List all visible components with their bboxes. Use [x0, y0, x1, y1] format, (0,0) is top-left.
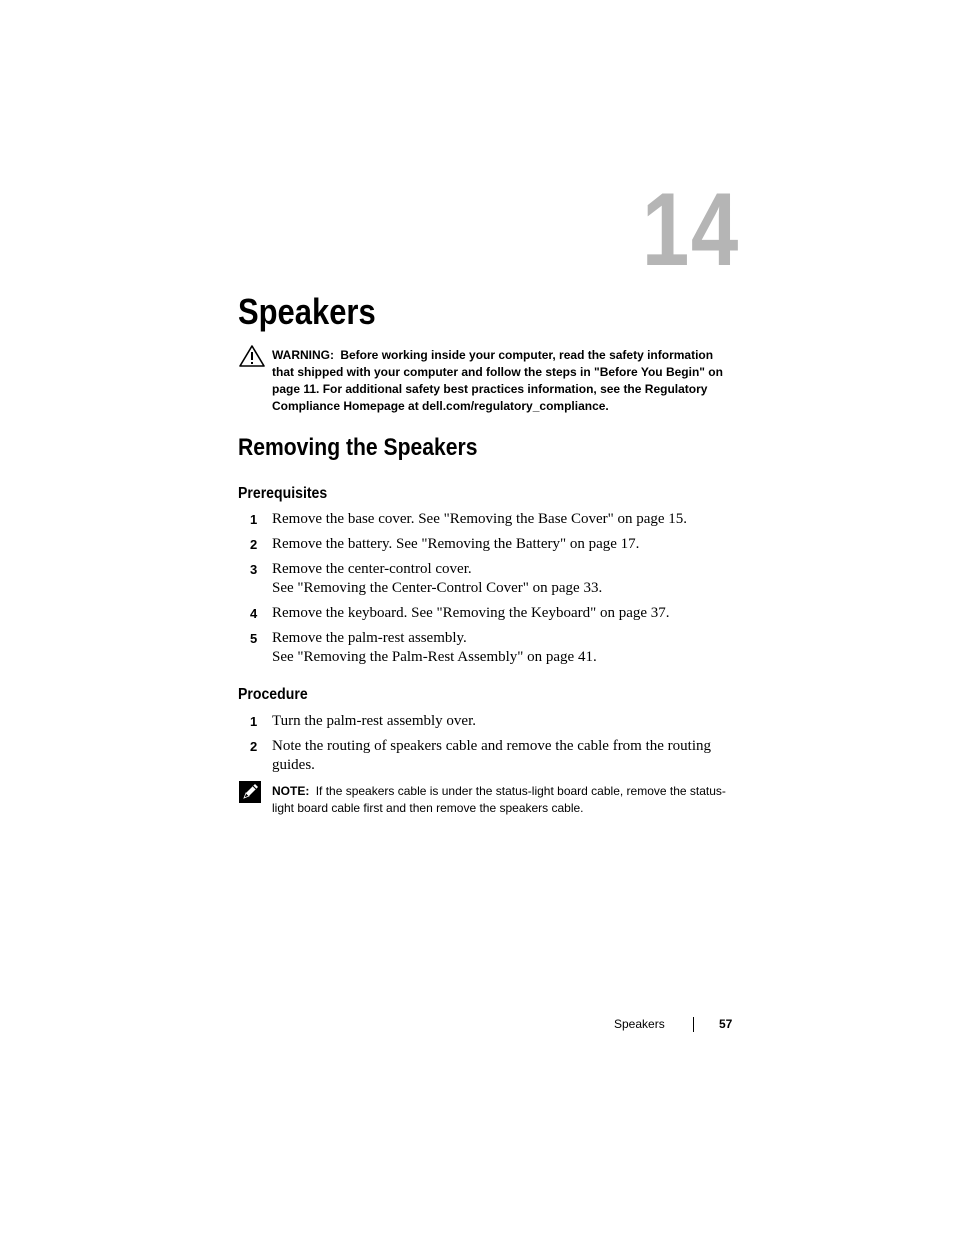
step-number: 5: [250, 631, 258, 646]
step-number: 1: [250, 714, 258, 729]
procedure-list: [238, 712, 738, 781]
step-number: 4: [250, 606, 258, 621]
warning-text-block: [272, 347, 738, 415]
step-text: Remove the battery. See "Removing the Battery" on page 17.: [272, 536, 640, 552]
step-text: Remove the base cover. See "Removing the Base Cover" on page 15.: [272, 511, 688, 527]
chapter-title: Speakers: [238, 291, 376, 332]
step-text: Note the routing of speakers cable and remove the cable from the routing guides.: [272, 738, 712, 773]
step-text: See "Removing the Center-Control Cover" on page 33.: [272, 580, 603, 596]
prerequisites-title: Prerequisites: [238, 485, 328, 502]
note-notice: [238, 783, 738, 817]
footer-separator: [693, 1017, 694, 1032]
list-item: [238, 737, 738, 775]
step-text: Turn the palm-rest assembly over.: [272, 713, 477, 729]
warning-text: Before working inside your computer, read the safety information that shipped with your computer and follow the steps in "Before You Begin" on page 11. For additional safety best practices information, see the Regulatory Compliance Homepage at dell.com/regulatory_compliance.: [272, 348, 723, 413]
list-item: [238, 560, 738, 598]
list-item: [238, 629, 738, 667]
note-pencil-icon: [238, 780, 266, 804]
note-label: NOTE:: [272, 784, 310, 798]
footer-page-number: 57: [719, 1017, 733, 1031]
procedure-title: Procedure: [238, 686, 308, 703]
note-text: If the speakers cable is under the status-light board cable, remove the status-light board cable first and then remove the speakers cable.: [272, 784, 726, 815]
list-item: [238, 510, 738, 529]
list-item: [238, 535, 738, 554]
step-number: 3: [250, 562, 258, 577]
step-number: 2: [250, 739, 258, 754]
step-text: Remove the keyboard. See "Removing the Keyboard" on page 37.: [272, 605, 670, 621]
step-text: Remove the palm-rest assembly.: [272, 630, 467, 646]
warning-triangle-icon: [238, 344, 266, 368]
warning-label: WARNING:: [272, 348, 334, 362]
prerequisites-list: [238, 510, 738, 673]
list-item: [238, 712, 738, 731]
step-number: 2: [250, 537, 258, 552]
step-text: See "Removing the Palm-Rest Assembly" on page 41.: [272, 649, 597, 665]
step-number: 1: [250, 512, 258, 527]
chapter-number: 14: [641, 172, 740, 288]
list-item: [238, 604, 738, 623]
step-text: Remove the center-control cover.: [272, 561, 472, 577]
footer-section-name: Speakers: [614, 1017, 665, 1031]
note-text-block: [272, 783, 738, 817]
section-title: Removing the Speakers: [238, 434, 478, 461]
warning-notice: [238, 347, 738, 415]
